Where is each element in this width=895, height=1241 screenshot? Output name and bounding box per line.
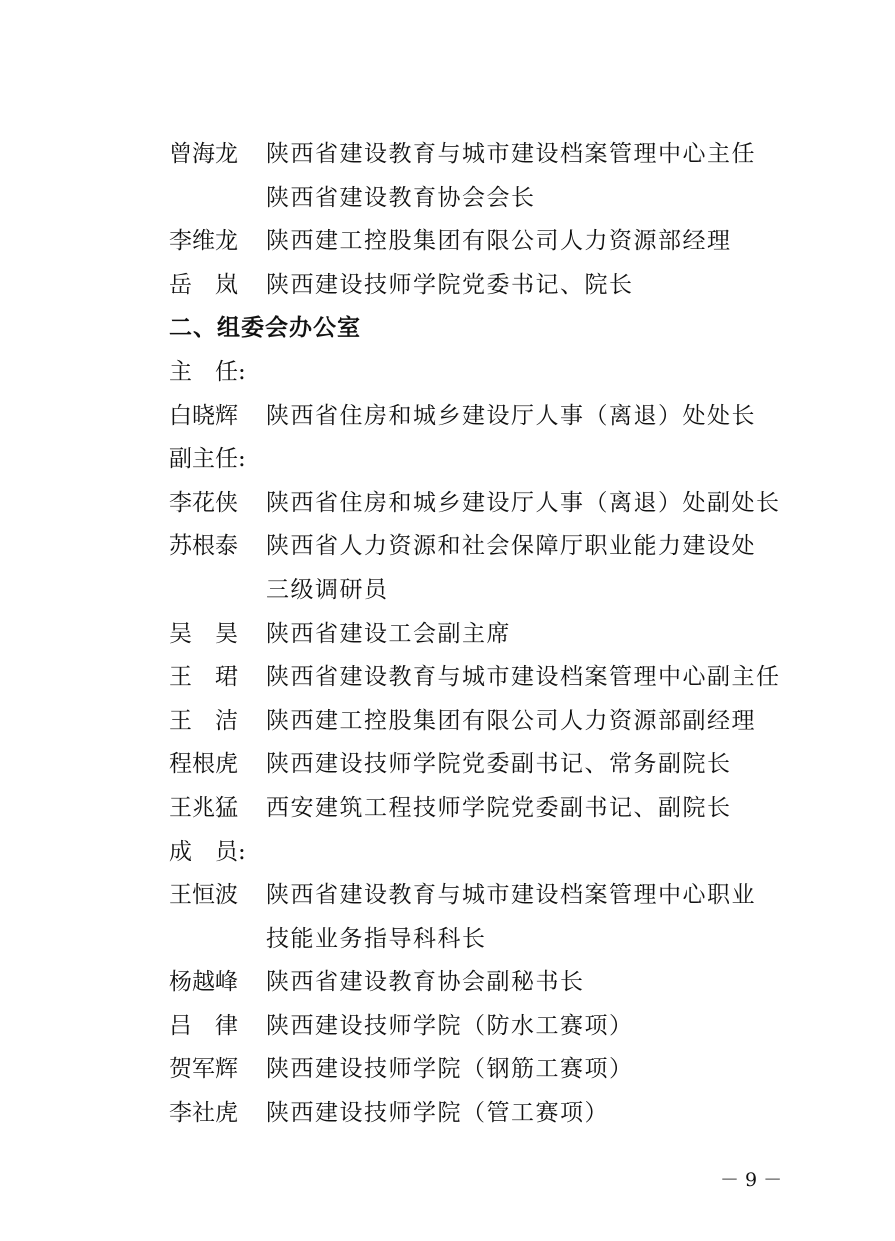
list-item bbox=[169, 700, 809, 744]
member-title: 陕西省建设工会副主席 bbox=[266, 620, 511, 647]
section-heading: 二、组委会办公室 bbox=[169, 315, 361, 342]
member-name: 李花侠 bbox=[169, 489, 238, 516]
member-title: 陕西建工控股集团有限公司人力资源部经理 bbox=[266, 228, 732, 255]
member-name: 苏根泰 bbox=[169, 533, 238, 560]
member-title: 陕西省建设教育协会副秘书长 bbox=[266, 969, 585, 996]
list-item bbox=[169, 743, 809, 787]
member-title: 陕西省建设教育协会会长 bbox=[266, 184, 536, 211]
member-title: 陕西建设技师学院党委书记、院长 bbox=[266, 271, 634, 298]
member-name: 王兆猛 bbox=[169, 794, 238, 821]
member-name: 吕 律 bbox=[169, 1012, 238, 1039]
list-item bbox=[169, 656, 809, 700]
member-title: 三级调研员 bbox=[266, 576, 389, 603]
list-item bbox=[169, 961, 809, 1005]
member-title: 陕西省建设教育与城市建设档案管理中心职业 bbox=[266, 882, 756, 909]
list-item bbox=[169, 220, 809, 264]
member-name: 程根虎 bbox=[169, 751, 238, 778]
member-name: 岳 岚 bbox=[169, 271, 238, 298]
member-title: 陕西建工控股集团有限公司人力资源部副经理 bbox=[266, 707, 756, 734]
member-name: 王恒波 bbox=[169, 882, 238, 909]
member-name: 白晓辉 bbox=[169, 402, 238, 429]
list-item bbox=[169, 787, 809, 831]
list-item bbox=[169, 395, 809, 439]
member-title: 陕西省建设教育与城市建设档案管理中心副主任 bbox=[266, 664, 781, 691]
list-item bbox=[169, 874, 809, 918]
member-title: 陕西省建设教育与城市建设档案管理中心主任 bbox=[266, 141, 756, 167]
member-title: 技能业务指导科科长 bbox=[266, 925, 487, 952]
deputy-label: 副主任: bbox=[169, 446, 246, 473]
list-item bbox=[169, 1005, 809, 1049]
list-item bbox=[169, 525, 809, 569]
member-name: 吴 昊 bbox=[169, 620, 238, 647]
list-item bbox=[169, 569, 809, 613]
member-name: 李社虎 bbox=[169, 1100, 238, 1127]
member-title: 陕西建设技师学院（钢筋工赛项） bbox=[266, 1056, 634, 1083]
member-name: 贺军辉 bbox=[169, 1056, 238, 1083]
list-item bbox=[169, 613, 809, 657]
list-item bbox=[169, 482, 809, 526]
list-item bbox=[169, 264, 809, 308]
member-title: 陕西省住房和城乡建设厅人事（离退）处处长 bbox=[266, 402, 756, 429]
member-name: 曾海龙 bbox=[169, 141, 238, 167]
member-name: 杨越峰 bbox=[169, 969, 238, 996]
member-title: 陕西建设技师学院（防水工赛项） bbox=[266, 1012, 634, 1039]
member-title: 陕西省人力资源和社会保障厅职业能力建设处 bbox=[266, 533, 756, 560]
member-title: 陕西省住房和城乡建设厅人事（离退）处副处长 bbox=[266, 489, 781, 516]
list-item bbox=[169, 1092, 809, 1136]
member-name: 王 洁 bbox=[169, 707, 238, 734]
page-number: － 9 － bbox=[720, 1169, 783, 1191]
member-name: 王 珺 bbox=[169, 664, 238, 691]
member-title: 陕西建设技师学院（管工赛项） bbox=[266, 1100, 609, 1127]
list-item bbox=[169, 177, 809, 221]
list-item bbox=[169, 1048, 809, 1092]
member-label: 成 员: bbox=[169, 838, 246, 865]
member-title: 陕西建设技师学院党委副书记、常务副院长 bbox=[266, 751, 732, 778]
member-title: 西安建筑工程技师学院党委副书记、副院长 bbox=[266, 794, 732, 821]
committee-list bbox=[169, 133, 809, 1136]
list-item bbox=[169, 133, 809, 177]
director-label: 主 任: bbox=[169, 358, 246, 385]
list-item bbox=[169, 918, 809, 962]
member-name: 李维龙 bbox=[169, 228, 238, 255]
